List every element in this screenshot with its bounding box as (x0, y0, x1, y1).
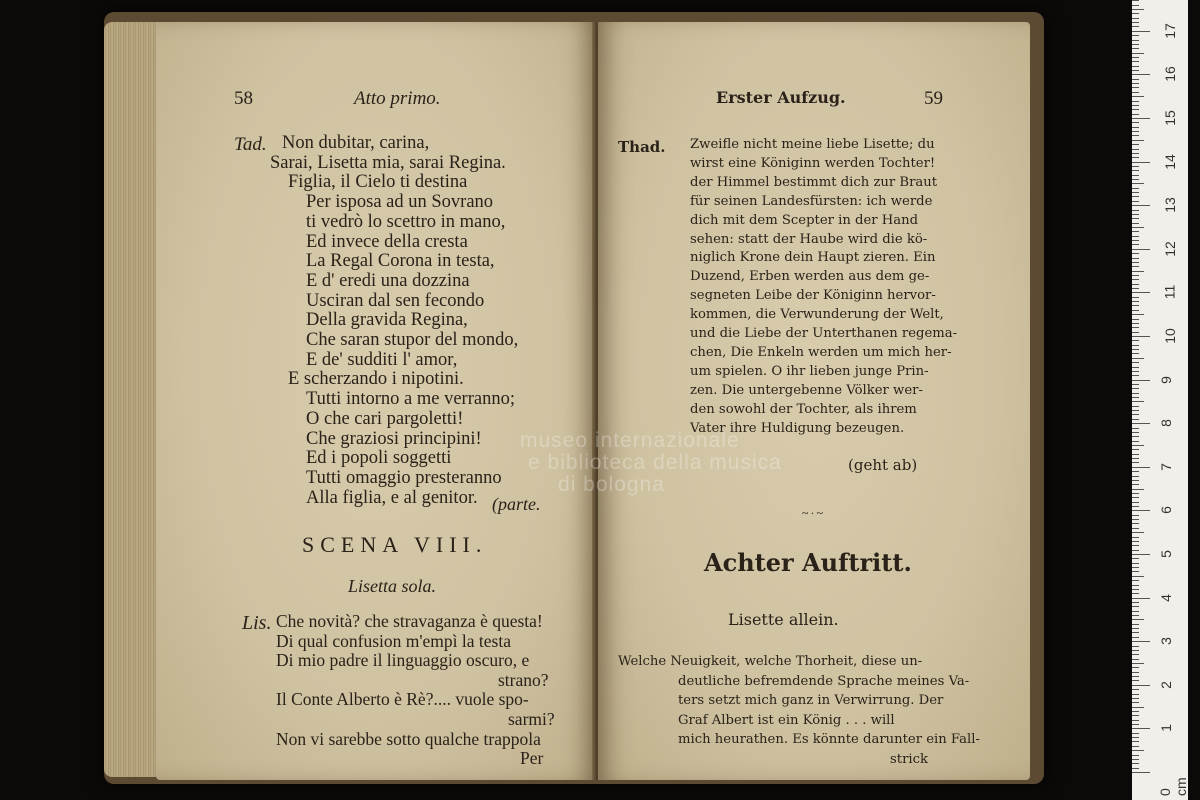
ruler-tick (1132, 66, 1139, 67)
ruler-tick (1132, 428, 1139, 429)
ruler-tick (1132, 170, 1139, 171)
ruler-tick (1132, 715, 1139, 716)
verse-line: Non vi sarebbe sotto qualche trappola (276, 728, 541, 749)
ruler-tick (1132, 196, 1139, 197)
ruler-tick (1132, 558, 1139, 559)
ruler-tick (1132, 375, 1139, 376)
ruler-tick (1132, 550, 1139, 551)
stage-direction: (parte. (492, 494, 541, 514)
ruler-tick (1132, 702, 1139, 703)
ruler-tick (1132, 87, 1139, 88)
ruler-tick (1132, 772, 1150, 773)
prose-line: Graf Albert ist ein König . . . will (678, 712, 895, 728)
ruler-tick (1132, 380, 1150, 381)
ruler-tick (1132, 218, 1139, 219)
ruler-tick (1132, 305, 1139, 306)
ruler-tick (1132, 31, 1150, 32)
ruler-tick (1132, 393, 1139, 394)
ruler-tick (1132, 166, 1139, 167)
ruler-tick (1132, 510, 1150, 511)
ruler-tick (1132, 384, 1139, 385)
ruler-number: 1 (1157, 724, 1174, 733)
ruler-tick (1132, 210, 1139, 211)
ruler-number: 7 (1157, 462, 1174, 471)
ruler-tick (1132, 301, 1139, 302)
ruler-number: 13 (1161, 197, 1178, 213)
ruler-tick (1132, 728, 1150, 729)
prose-line: den sowohl der Tochter, als ihrem (690, 401, 917, 417)
ruler-tick (1132, 105, 1139, 106)
verse-line: O che cari pargoletti! (306, 408, 464, 429)
ruler-tick (1132, 436, 1139, 437)
ruler-tick (1132, 589, 1139, 590)
ruler-tick (1132, 506, 1139, 507)
ruler-tick (1132, 340, 1139, 341)
ruler-tick (1132, 53, 1144, 54)
ruler-tick (1132, 646, 1139, 647)
ruler-tick (1132, 149, 1139, 150)
ruler-tick (1132, 515, 1139, 516)
watermark-line: e biblioteca della musica (528, 451, 782, 474)
verse-line: Sarai, Lisetta mia, sarai Regina. (270, 152, 506, 173)
ruler-tick (1132, 205, 1150, 206)
ruler-tick (1132, 676, 1139, 677)
prose-line: Duzend, Erben werden aus dem ge- (690, 269, 930, 285)
prose-line: Vater ihre Huldigung bezeugen. (690, 420, 905, 436)
ruler-tick (1132, 502, 1139, 503)
verse-line: Tutti intorno a me verranno; (306, 389, 515, 410)
ruler-tick (1132, 214, 1139, 215)
verse-line: Della gravida Regina, (306, 310, 468, 331)
verse-line: Non dubitar, carina, (282, 133, 430, 153)
verse-line: Di qual confusion m'empì la testa (276, 630, 511, 651)
ruler-tick (1132, 741, 1139, 742)
ruler-number: 2 (1157, 680, 1174, 689)
ruler-tick (1132, 144, 1139, 145)
verse-line: Usciran dal sen fecondo (306, 290, 485, 311)
prose-line: wirst eine Königinn werden Tochter! (690, 155, 936, 171)
ruler-tick (1132, 319, 1139, 320)
ruler-tick (1132, 628, 1139, 629)
ruler-tick (1132, 585, 1139, 586)
ruler-tick (1132, 493, 1139, 494)
ruler-number: 4 (1157, 593, 1174, 602)
verse-line: E scherzando i nipotini. (288, 369, 464, 390)
ruler-tick (1132, 423, 1150, 424)
ruler-tick (1132, 131, 1139, 132)
ruler-tick (1132, 26, 1139, 27)
ruler-tick (1132, 624, 1139, 625)
ruler-tick (1132, 641, 1150, 642)
ruler-tick (1132, 292, 1150, 293)
ruler-tick (1132, 140, 1144, 141)
verse-line: E de' sudditi l' amor, (306, 349, 458, 370)
ruler-tick (1132, 227, 1144, 228)
ruler-tick (1132, 96, 1144, 97)
verse-line: Che novità? che stravaganza è questa! (276, 611, 543, 631)
ruler-tick (1132, 602, 1139, 603)
ruler-tick (1132, 476, 1139, 477)
ruler-tick (1132, 441, 1139, 442)
ruler-tick (1132, 545, 1139, 546)
ruler-tick (1132, 231, 1139, 232)
ruler-tick (1132, 275, 1139, 276)
ruler-tick (1132, 327, 1139, 328)
ruler-tick (1132, 707, 1144, 708)
prose-line: um spielen. O ihr lieben junge Prin- (690, 363, 929, 379)
ruler-tick (1132, 388, 1139, 389)
verse-line: Tutti omaggio presteranno (306, 467, 502, 488)
ruler-tick (1132, 345, 1139, 346)
prose-line: zen. Die untergebenne Völker wer- (690, 382, 923, 398)
verse-line: E d' eredi una dozzina (306, 270, 470, 291)
ruler-tick (1132, 759, 1139, 760)
prose-line: niglich Krone dein Haupt zieren. Ein (690, 250, 936, 266)
ruler-tick (1132, 615, 1139, 616)
ruler-tick (1132, 755, 1139, 756)
ruler-tick (1132, 371, 1139, 372)
ruler-tick (1132, 563, 1139, 564)
ruler-tick (1132, 733, 1139, 734)
ruler-tick (1132, 175, 1139, 176)
ruler-tick (1132, 606, 1139, 607)
ruler-tick (1132, 541, 1139, 542)
verse-line: Che saran stupor del mondo, (306, 330, 519, 351)
ruler-tick (1132, 667, 1139, 668)
ruler-tick (1132, 118, 1150, 119)
ruler-tick (1132, 432, 1139, 433)
ruler-number: 10 (1161, 328, 1178, 344)
prose-line: segneten Leibe der Königinn hervor- (690, 288, 936, 304)
verse-line: Per isposa ad un Sovrano (306, 192, 494, 213)
prose-line: und die Liebe der Unterthanen regema- (690, 326, 958, 342)
ornament: ~·~ (802, 506, 825, 520)
ruler-tick (1132, 249, 1150, 250)
ruler-number: 11 (1161, 285, 1178, 300)
ruler-tick (1132, 83, 1139, 84)
ruler-number: 9 (1157, 375, 1174, 384)
ruler-tick (1132, 611, 1139, 612)
ruler-tick (1132, 70, 1139, 71)
ruler-tick (1132, 720, 1139, 721)
verse-line: Di mio padre il linguaggio oscuro, e (276, 650, 530, 671)
ruler-tick (1132, 659, 1139, 660)
ruler-tick (1132, 236, 1139, 237)
ruler-tick (1132, 746, 1139, 747)
ruler-tick (1132, 571, 1139, 572)
ruler-tick (1132, 244, 1139, 245)
ruler-tick (1132, 179, 1139, 180)
ruler-tick (1132, 284, 1139, 285)
ruler-tick (1132, 763, 1139, 764)
prose-line: chen, Die Enkeln werden um mich her- (690, 344, 952, 360)
speaker-tad: Tad. (234, 134, 267, 155)
scene-subtitle: Lisette allein. (728, 610, 839, 629)
verse-line: Per (520, 748, 544, 769)
ruler-tick (1132, 680, 1139, 681)
ruler-tick (1132, 654, 1139, 655)
ruler-tick (1132, 694, 1139, 695)
ruler-tick (1132, 480, 1139, 481)
ruler-tick (1132, 297, 1139, 298)
ruler-number: 3 (1157, 637, 1174, 646)
ruler-tick (1132, 266, 1139, 267)
ruler-tick (1132, 685, 1150, 686)
ruler-tick (1132, 44, 1139, 45)
ruler-number: 16 (1161, 66, 1178, 83)
ruler-tick (1132, 109, 1139, 110)
ruler-tick (1132, 5, 1139, 6)
ruler-tick (1132, 9, 1144, 10)
ruler-tick (1132, 458, 1139, 459)
watermark-line: museo internazionale (520, 429, 740, 452)
ruler-tick (1132, 593, 1139, 594)
ruler-number: 17 (1161, 23, 1178, 39)
ruler-tick (1132, 523, 1139, 524)
prose-line: strick (890, 751, 928, 767)
ruler-tick (1132, 153, 1139, 154)
ruler-tick (1132, 537, 1139, 538)
ruler-tick (1132, 519, 1139, 520)
ruler-tick (1132, 0, 1139, 1)
prose-line: sehen: statt der Haube wird die kö- (690, 231, 928, 247)
ruler-tick (1132, 567, 1139, 568)
ruler-tick (1132, 114, 1139, 115)
ruler-tick (1132, 253, 1139, 254)
lis-speech (240, 612, 555, 769)
ruler-tick (1132, 258, 1139, 259)
ruler-tick (1132, 74, 1150, 75)
ruler-tick (1132, 336, 1150, 337)
ruler-tick (1132, 397, 1139, 398)
verse-line: La Regal Corona in testa, (306, 251, 495, 272)
ruler-tick (1132, 445, 1144, 446)
prose-line: ters setzt mich ganz in Verwirrung. Der (678, 693, 944, 708)
ruler-tick (1132, 637, 1139, 638)
stage-direction: (geht ab) (848, 456, 918, 474)
page-edges (104, 22, 162, 777)
tad-speech (232, 134, 518, 508)
ruler-tick (1132, 497, 1139, 498)
ruler-number: 5 (1157, 550, 1174, 558)
ruler-tick (1132, 353, 1139, 354)
ruler-tick (1132, 768, 1139, 769)
ruler-tick (1132, 449, 1139, 450)
watermark-line: di bologna (558, 473, 665, 496)
left-running-head: Atto primo. (354, 88, 441, 109)
prose-line: Welche Neuigkeit, welche Thorheit, diese un- (618, 654, 923, 669)
ruler-tick (1132, 750, 1144, 751)
left-page-number: 58 (234, 88, 253, 109)
ruler-tick (1132, 414, 1139, 415)
ruler-tick (1132, 454, 1139, 455)
ruler-tick (1132, 576, 1144, 577)
ruler-tick (1132, 489, 1144, 490)
prose-line: mich heurathen. Es könnte darunter ein Fall- (678, 732, 980, 747)
verse-line: Figlia, il Cielo ti destina (288, 172, 468, 193)
ruler-tick (1132, 471, 1139, 472)
scene-subtitle: Lisetta sola. (348, 576, 437, 596)
ruler-tick (1132, 279, 1139, 280)
verse-line: Che graziosi principini! (306, 428, 482, 449)
ruler-tick (1132, 18, 1139, 19)
scene-title: Achter Auftritt. (704, 548, 912, 577)
ruler-tick (1132, 349, 1139, 350)
ruler-tick (1132, 22, 1139, 23)
ruler-tick (1132, 650, 1139, 651)
ruler-tick (1132, 101, 1139, 102)
ruler-tick (1132, 632, 1139, 633)
ruler-tick (1132, 157, 1139, 158)
prose-line: deutliche befremdende Sprache meines Va- (678, 673, 970, 689)
ruler-tick (1132, 323, 1139, 324)
ruler-tick (1132, 127, 1139, 128)
ruler-tick (1132, 201, 1139, 202)
measurement-ruler (1132, 0, 1188, 800)
right-running-head: Erster Aufzug. (716, 88, 846, 107)
ruler-tick (1132, 554, 1150, 555)
ruler-tick (1132, 188, 1139, 189)
ruler-tick (1132, 663, 1144, 664)
speaker-lis: Lis. (242, 612, 272, 634)
ruler-unit: 0 cm (1157, 777, 1189, 796)
ruler-tick (1132, 619, 1144, 620)
ruler-tick (1132, 48, 1139, 49)
ruler-tick (1132, 362, 1139, 363)
ruler-tick (1132, 122, 1139, 123)
ruler-tick (1132, 367, 1139, 368)
right-page-number: 59 (924, 88, 943, 109)
verse-line: Il Conte Alberto è Rè?.... vuole spo- (276, 689, 529, 710)
ruler-tick (1132, 689, 1139, 690)
ruler-tick (1132, 35, 1139, 36)
verse-line: Ed invece della cresta (306, 231, 468, 252)
ruler-tick (1132, 13, 1139, 14)
ruler-tick (1132, 79, 1139, 80)
ruler-tick (1132, 40, 1139, 41)
ruler-tick (1132, 92, 1139, 93)
ruler-tick (1132, 271, 1144, 272)
ruler-tick (1132, 580, 1139, 581)
ruler-number: 12 (1161, 241, 1178, 257)
ruler-number: 14 (1161, 153, 1178, 170)
ruler-tick (1132, 484, 1139, 485)
ruler-tick (1132, 310, 1139, 311)
ruler-tick (1132, 314, 1144, 315)
left-page (156, 22, 596, 780)
ruler-tick (1132, 57, 1139, 58)
prose-line: der Himmel bestimmt dich zur Braut (690, 174, 938, 190)
prose-line: Zweifle nicht meine liebe Lisette; du (690, 137, 935, 152)
thad-speech (690, 136, 957, 439)
prose-line: für seinen Landesfürsten: ich werde (690, 193, 933, 209)
ruler-tick (1132, 406, 1139, 407)
ruler-tick (1132, 528, 1139, 529)
verse-line: Ed i popoli soggetti (306, 448, 452, 469)
ruler-tick (1132, 223, 1139, 224)
ruler-number: 8 (1157, 419, 1174, 428)
ruler-number: 6 (1157, 506, 1174, 515)
ruler-tick (1132, 401, 1144, 402)
ruler-tick (1132, 672, 1139, 673)
ruler-tick (1132, 192, 1139, 193)
ruler-tick (1132, 358, 1144, 359)
ruler-tick (1132, 410, 1139, 411)
right-page (598, 22, 1030, 780)
ruler-tick (1132, 332, 1139, 333)
library-watermark (520, 430, 782, 496)
prose-line: kommen, die Verwunderung der Welt, (690, 307, 944, 323)
verse-line: ti vedrò lo scettro in mano, (306, 211, 506, 232)
prose-line: dich mit dem Scepter in der Hand (690, 212, 919, 228)
ruler-tick (1132, 737, 1139, 738)
ruler-tick (1132, 135, 1139, 136)
ruler-number: 15 (1161, 110, 1178, 126)
ruler-tick (1132, 711, 1139, 712)
verse-line: Alla figlia, e al genitor. (306, 487, 478, 508)
ruler-tick (1132, 698, 1139, 699)
ruler-tick (1132, 61, 1139, 62)
ruler-tick (1132, 467, 1150, 468)
ruler-tick (1132, 183, 1144, 184)
ruler-tick (1132, 724, 1139, 725)
ruler-tick (1132, 288, 1139, 289)
ruler-tick (1132, 262, 1139, 263)
ruler-tick (1132, 532, 1144, 533)
ruler-tick (1132, 598, 1150, 599)
ruler-tick (1132, 240, 1139, 241)
scene-title: SCENA VIII. (302, 532, 488, 557)
ruler-tick (1132, 419, 1139, 420)
verse-line: sarmi? (508, 708, 555, 729)
ruler-tick (1132, 162, 1150, 163)
lisette-speech (618, 652, 980, 769)
speaker-thad: Thad. (618, 138, 666, 156)
ruler-tick (1132, 462, 1139, 463)
verse-line: strano? (498, 669, 549, 690)
